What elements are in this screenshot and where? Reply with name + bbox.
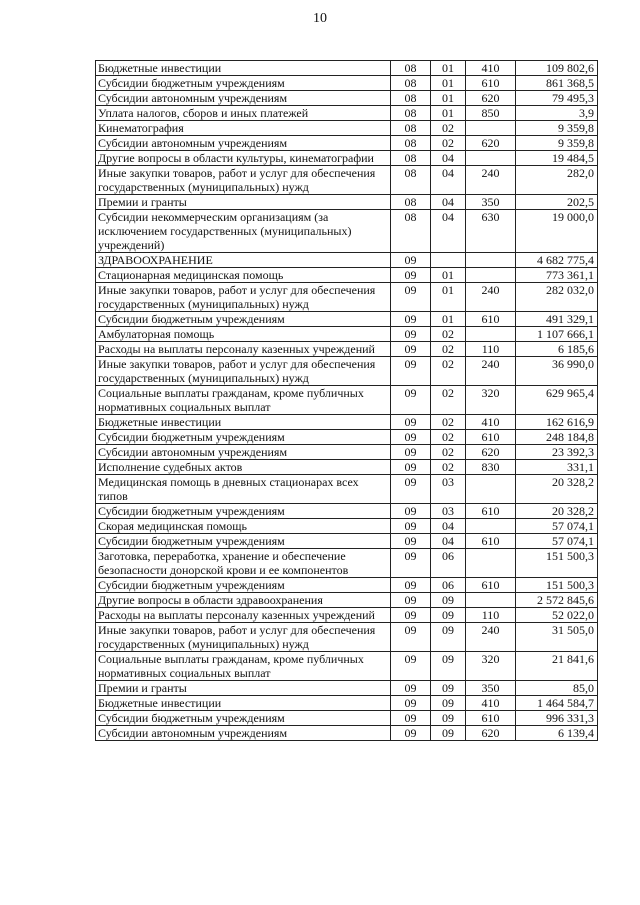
row-subsection: 02 (431, 357, 466, 386)
row-name: ЗДРАВООХРАНЕНИЕ (96, 253, 391, 268)
row-expense-type: 110 (466, 342, 516, 357)
table-row (96, 136, 598, 151)
row-subsection: 02 (431, 136, 466, 151)
row-name: Другие вопросы в области культуры, кинематографии (96, 151, 391, 166)
table-row (96, 327, 598, 342)
row-section: 09 (391, 681, 431, 696)
table-row (96, 415, 598, 430)
row-subsection: 02 (431, 121, 466, 136)
row-subsection: 04 (431, 166, 466, 195)
row-name: Социальные выплаты гражданам, кроме публичных нормативных социальных выплат (96, 652, 391, 681)
row-amount: 282 032,0 (516, 283, 598, 312)
row-name: Расходы на выплаты персоналу казенных учреждений (96, 608, 391, 623)
row-section: 08 (391, 210, 431, 253)
table-row (96, 106, 598, 121)
row-subsection: 02 (431, 415, 466, 430)
row-amount: 19 000,0 (516, 210, 598, 253)
row-name: Субсидии бюджетным учреждениям (96, 578, 391, 593)
row-amount: 248 184,8 (516, 430, 598, 445)
row-subsection: 02 (431, 327, 466, 342)
table-row (96, 519, 598, 534)
table-row (96, 61, 598, 76)
row-expense-type: 610 (466, 534, 516, 549)
row-amount: 21 841,6 (516, 652, 598, 681)
row-section: 09 (391, 519, 431, 534)
row-expense-type (466, 151, 516, 166)
row-expense-type (466, 593, 516, 608)
row-amount: 282,0 (516, 166, 598, 195)
row-amount: 57 074,1 (516, 519, 598, 534)
row-amount: 9 359,8 (516, 136, 598, 151)
row-section: 09 (391, 504, 431, 519)
row-name: Субсидии бюджетным учреждениям (96, 711, 391, 726)
row-name: Субсидии автономным учреждениям (96, 726, 391, 741)
row-name: Другие вопросы в области здравоохранения (96, 593, 391, 608)
row-section: 09 (391, 696, 431, 711)
row-name: Исполнение судебных актов (96, 460, 391, 475)
row-amount: 3,9 (516, 106, 598, 121)
row-expense-type: 850 (466, 106, 516, 121)
table-row (96, 342, 598, 357)
row-subsection: 09 (431, 608, 466, 623)
row-section: 08 (391, 91, 431, 106)
row-name: Иные закупки товаров, работ и услуг для обеспечения государственных (муниципальных) нужд (96, 357, 391, 386)
budget-table (95, 60, 598, 741)
row-amount: 57 074,1 (516, 534, 598, 549)
row-expense-type: 620 (466, 136, 516, 151)
row-expense-type: 350 (466, 195, 516, 210)
row-name: Медицинская помощь в дневных стационарах всех типов (96, 475, 391, 504)
table-row (96, 357, 598, 386)
row-amount: 162 616,9 (516, 415, 598, 430)
row-section: 09 (391, 475, 431, 504)
table-row (96, 608, 598, 623)
table-row (96, 151, 598, 166)
row-name: Субсидии бюджетным учреждениям (96, 312, 391, 327)
row-subsection: 03 (431, 504, 466, 519)
row-expense-type: 620 (466, 445, 516, 460)
table-row (96, 121, 598, 136)
row-expense-type: 240 (466, 166, 516, 195)
row-expense-type: 240 (466, 357, 516, 386)
row-expense-type (466, 519, 516, 534)
row-subsection: 09 (431, 652, 466, 681)
row-subsection: 09 (431, 696, 466, 711)
row-expense-type: 610 (466, 578, 516, 593)
row-amount: 4 682 775,4 (516, 253, 598, 268)
row-expense-type (466, 268, 516, 283)
row-section: 09 (391, 430, 431, 445)
row-subsection: 01 (431, 61, 466, 76)
row-name: Премии и гранты (96, 681, 391, 696)
row-name: Скорая медицинская помощь (96, 519, 391, 534)
row-name: Субсидии бюджетным учреждениям (96, 76, 391, 91)
row-subsection: 04 (431, 210, 466, 253)
row-name: Субсидии автономным учреждениям (96, 445, 391, 460)
row-section: 08 (391, 121, 431, 136)
row-section: 09 (391, 342, 431, 357)
row-name: Расходы на выплаты персоналу казенных учреждений (96, 342, 391, 357)
row-subsection: 01 (431, 76, 466, 91)
row-section: 09 (391, 253, 431, 268)
row-name: Субсидии автономным учреждениям (96, 136, 391, 151)
row-section: 09 (391, 327, 431, 342)
row-expense-type (466, 121, 516, 136)
row-amount: 6 185,6 (516, 342, 598, 357)
row-expense-type: 410 (466, 415, 516, 430)
row-expense-type (466, 549, 516, 578)
row-section: 09 (391, 386, 431, 415)
row-name: Субсидии бюджетным учреждениям (96, 534, 391, 549)
row-name: Иные закупки товаров, работ и услуг для обеспечения государственных (муниципальных) нужд (96, 283, 391, 312)
row-amount: 996 331,3 (516, 711, 598, 726)
row-subsection: 09 (431, 681, 466, 696)
row-expense-type: 610 (466, 711, 516, 726)
row-section: 08 (391, 61, 431, 76)
row-amount: 85,0 (516, 681, 598, 696)
table-row (96, 460, 598, 475)
row-subsection (431, 253, 466, 268)
row-expense-type: 410 (466, 61, 516, 76)
row-subsection: 02 (431, 430, 466, 445)
table-row (96, 652, 598, 681)
table-row (96, 386, 598, 415)
row-amount: 151 500,3 (516, 549, 598, 578)
row-subsection: 02 (431, 342, 466, 357)
row-name: Бюджетные инвестиции (96, 415, 391, 430)
row-section: 09 (391, 357, 431, 386)
row-expense-type: 620 (466, 726, 516, 741)
table-row (96, 312, 598, 327)
table-row (96, 166, 598, 195)
row-expense-type (466, 253, 516, 268)
row-section: 08 (391, 166, 431, 195)
row-section: 09 (391, 445, 431, 460)
row-subsection: 04 (431, 195, 466, 210)
row-section: 08 (391, 106, 431, 121)
row-subsection: 04 (431, 151, 466, 166)
table-row (96, 623, 598, 652)
row-amount: 202,5 (516, 195, 598, 210)
table-row (96, 504, 598, 519)
row-amount: 9 359,8 (516, 121, 598, 136)
row-subsection: 02 (431, 460, 466, 475)
row-section: 09 (391, 534, 431, 549)
table-row (96, 534, 598, 549)
row-expense-type: 320 (466, 386, 516, 415)
row-section: 09 (391, 652, 431, 681)
row-amount: 31 505,0 (516, 623, 598, 652)
row-subsection: 04 (431, 519, 466, 534)
table-row (96, 253, 598, 268)
row-section: 09 (391, 312, 431, 327)
row-expense-type: 240 (466, 623, 516, 652)
row-name: Субсидии бюджетным учреждениям (96, 504, 391, 519)
page-number: 10 (313, 11, 327, 26)
row-subsection: 09 (431, 711, 466, 726)
row-section: 09 (391, 578, 431, 593)
row-amount: 36 990,0 (516, 357, 598, 386)
table-row (96, 210, 598, 253)
table-row (96, 711, 598, 726)
row-section: 09 (391, 415, 431, 430)
row-subsection: 01 (431, 91, 466, 106)
row-section: 09 (391, 711, 431, 726)
row-amount: 151 500,3 (516, 578, 598, 593)
table-row (96, 76, 598, 91)
row-section: 09 (391, 549, 431, 578)
row-subsection: 01 (431, 312, 466, 327)
row-amount: 1 464 584,7 (516, 696, 598, 711)
row-expense-type: 410 (466, 696, 516, 711)
table-row (96, 593, 598, 608)
row-subsection: 06 (431, 549, 466, 578)
table-row (96, 578, 598, 593)
row-expense-type: 610 (466, 312, 516, 327)
row-section: 08 (391, 195, 431, 210)
row-subsection: 09 (431, 623, 466, 652)
row-name: Субсидии автономным учреждениям (96, 91, 391, 106)
row-expense-type (466, 327, 516, 342)
row-name: Заготовка, переработка, хранение и обеспечение безопасности донорской крови и ее компонентов (96, 549, 391, 578)
row-subsection: 01 (431, 106, 466, 121)
row-name: Субсидии бюджетным учреждениям (96, 430, 391, 445)
row-subsection: 01 (431, 283, 466, 312)
row-section: 08 (391, 136, 431, 151)
row-name: Иные закупки товаров, работ и услуг для обеспечения государственных (муниципальных) нужд (96, 166, 391, 195)
row-section: 09 (391, 726, 431, 741)
row-amount: 52 022,0 (516, 608, 598, 623)
row-subsection: 01 (431, 268, 466, 283)
table-row (96, 475, 598, 504)
row-subsection: 06 (431, 578, 466, 593)
row-expense-type: 350 (466, 681, 516, 696)
row-name: Социальные выплаты гражданам, кроме публичных нормативных социальных выплат (96, 386, 391, 415)
row-expense-type: 630 (466, 210, 516, 253)
row-expense-type: 110 (466, 608, 516, 623)
row-subsection: 04 (431, 534, 466, 549)
row-amount: 773 361,1 (516, 268, 598, 283)
table-row (96, 445, 598, 460)
row-subsection: 02 (431, 386, 466, 415)
row-amount: 861 368,5 (516, 76, 598, 91)
row-amount: 491 329,1 (516, 312, 598, 327)
row-subsection: 09 (431, 726, 466, 741)
row-name: Иные закупки товаров, работ и услуг для обеспечения государственных (муниципальных) нужд (96, 623, 391, 652)
row-subsection: 02 (431, 445, 466, 460)
row-amount: 19 484,5 (516, 151, 598, 166)
row-expense-type: 830 (466, 460, 516, 475)
row-expense-type: 610 (466, 430, 516, 445)
row-name: Бюджетные инвестиции (96, 696, 391, 711)
table-row (96, 681, 598, 696)
row-name: Амбулаторная помощь (96, 327, 391, 342)
row-section: 09 (391, 283, 431, 312)
row-amount: 6 139,4 (516, 726, 598, 741)
row-name: Субсидии некоммерческим организациям (за исключением государственных (муниципальных) учреждений) (96, 210, 391, 253)
row-expense-type: 320 (466, 652, 516, 681)
row-section: 08 (391, 76, 431, 91)
row-name: Кинематография (96, 121, 391, 136)
row-expense-type: 610 (466, 76, 516, 91)
row-section: 09 (391, 268, 431, 283)
row-amount: 20 328,2 (516, 504, 598, 519)
row-amount: 79 495,3 (516, 91, 598, 106)
row-name: Уплата налогов, сборов и иных платежей (96, 106, 391, 121)
row-name: Бюджетные инвестиции (96, 61, 391, 76)
table-row (96, 283, 598, 312)
row-name: Премии и гранты (96, 195, 391, 210)
row-expense-type (466, 475, 516, 504)
table-row (96, 91, 598, 106)
table-row (96, 195, 598, 210)
table-row (96, 268, 598, 283)
row-expense-type: 620 (466, 91, 516, 106)
table-row (96, 726, 598, 741)
table-row (96, 696, 598, 711)
row-expense-type: 240 (466, 283, 516, 312)
table-row (96, 430, 598, 445)
row-subsection: 03 (431, 475, 466, 504)
row-amount: 20 328,2 (516, 475, 598, 504)
row-amount: 2 572 845,6 (516, 593, 598, 608)
row-amount: 23 392,3 (516, 445, 598, 460)
row-section: 09 (391, 460, 431, 475)
row-amount: 629 965,4 (516, 386, 598, 415)
row-name: Стационарная медицинская помощь (96, 268, 391, 283)
row-amount: 1 107 666,1 (516, 327, 598, 342)
row-amount: 109 802,6 (516, 61, 598, 76)
row-section: 09 (391, 608, 431, 623)
row-section: 09 (391, 593, 431, 608)
row-section: 08 (391, 151, 431, 166)
table-row (96, 549, 598, 578)
row-expense-type: 610 (466, 504, 516, 519)
row-subsection: 09 (431, 593, 466, 608)
row-section: 09 (391, 623, 431, 652)
table-body (96, 61, 598, 741)
row-amount: 331,1 (516, 460, 598, 475)
